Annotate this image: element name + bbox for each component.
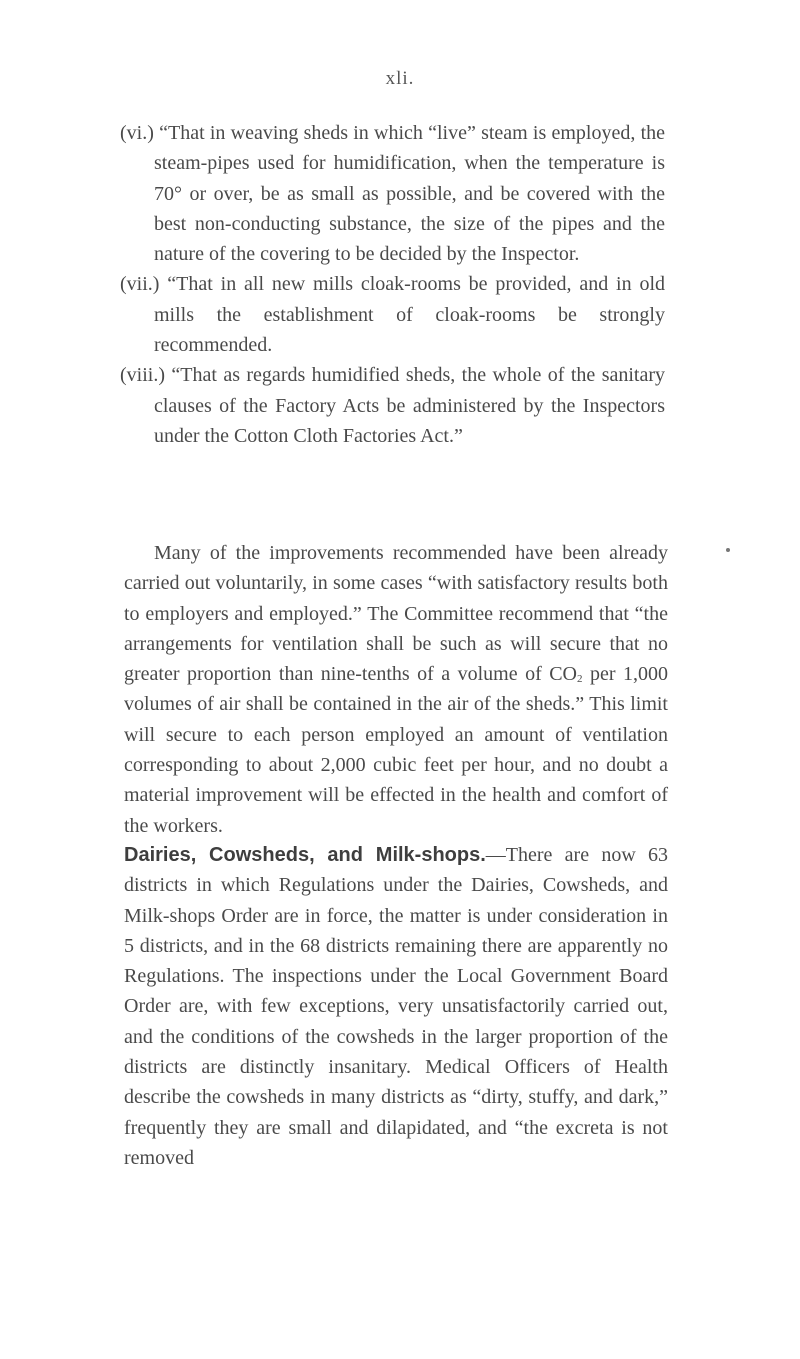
dairies-paragraph (124, 840, 668, 1173)
clause-text: “That in all new mills cloak-rooms be provided, and in old mills the establishment of cloak-rooms be strongly recommended. (154, 273, 665, 357)
paragraph-text-after: per 1,000 volumes of air shall be contained in the air of the sheds.” This limit will secure to each person employed an amount of ventilation corresponding to about 2,000 cubic feet per hour, and no doubt a material improvement will be effected in the health and comfort of the workers. (124, 663, 668, 837)
margin-speck (726, 548, 730, 552)
section-heading: Dairies, Cowsheds, and Milk-shops. (124, 844, 486, 866)
paragraph-text-before: Many of the improvements recommended have been already carried out voluntarily, in some cases “with satisfactory results both to employers and employed.” The Committee recommend that “the arrangements for ventilation shall be such as will secure that no greater proportion than nine-tenths of a volume of CO (124, 542, 668, 686)
clause-viii (120, 360, 665, 451)
clause-number: (vii.) (120, 273, 160, 296)
clause-vii (120, 269, 665, 360)
heading-dash: — (485, 844, 506, 866)
clause-text: “That as regards humidified sheds, the whole of the sanitary clauses of the Factory Acts be administered by the Inspectors under the Cotton Cloth Factories Act.” (154, 364, 666, 447)
recommendation-clauses (120, 118, 665, 451)
clause-number: (viii.) (120, 364, 165, 387)
clause-text: “That in weaving sheds in which “live” steam is employed, the steam-pipes used for humidification, when the temperature is 70° or over, be as small as possible, and be covered with the best non-conducting substance, the size of the pipes and the nature of the covering to be decided by the Inspector. (154, 122, 666, 266)
ventilation-paragraph (124, 538, 668, 841)
clause-vi (120, 118, 665, 269)
page-number: xli. (385, 68, 415, 89)
co2-subscript: 2 (577, 673, 583, 686)
clause-number: (vi.) (120, 122, 154, 144)
paragraph-text: There are now 63 districts in which Regulations under the Dairies, Cowsheds, and Milk-shops Order are in force, the matter is under consideration in 5 districts, and in the 68 districts remaining there are apparently no Regulations. The inspections under the Local Government Board Order are, with few exceptions, very unsatisfactorily carried out, and the conditions of the cowsheds in the larger proportion of the districts are distinctly insanitary. Medical Officers of Health describe the cowsheds in many districts as “dirty, stuffy, and dark,” frequently they are small and dilapidated, and “the excreta is not removed (124, 844, 668, 1169)
